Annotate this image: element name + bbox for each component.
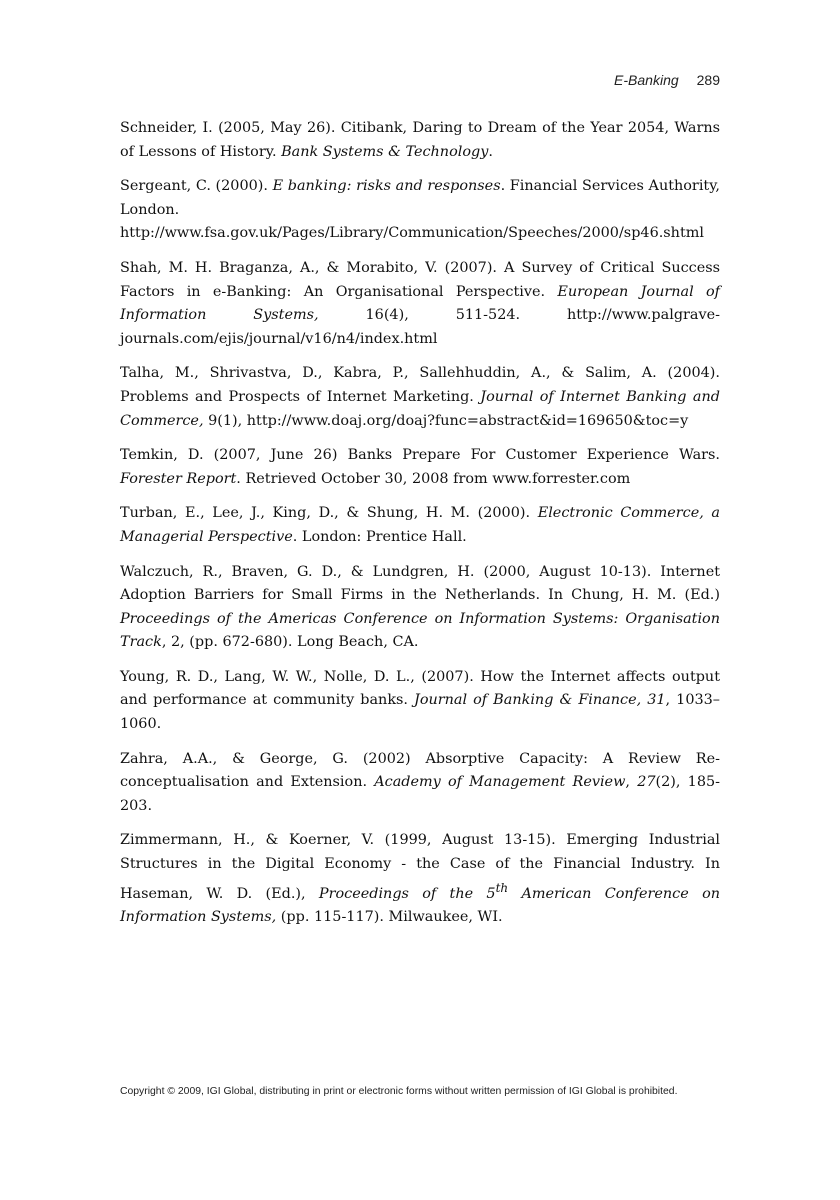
reference-entry: Walczuch, R., Braven, G. D., & Lundgren, H. (2000, August 10-13). Internet Adoption Barriers for Small Firms in the Netherlands. In Chung, H. M. (Ed.) Proceedings of the Americas Conference on Information Systems: Organisation Track, 2, (pp. 672-680). Long Beach, CA. [120, 563, 720, 651]
reference-entry: Temkin, D. (2007, June 26) Banks Prepare For Customer Experience Wars. Forester Report. Retrieved October 30, 2008 from www.forrester.com [120, 447, 720, 487]
running-title: E-Banking [614, 72, 679, 88]
reference-entry: Young, R. D., Lang, W. W., Nolle, D. L., (2007). How the Internet affects output and performance at community banks. Journal of Banking & Finance, 31, 1033–1060. [120, 668, 720, 733]
page-number: 289 [696, 72, 720, 88]
reference-entry: Shah, M. H. Braganza, A., & Morabito, V. (2007). A Survey of Critical Success Factors in e-Banking: An Organisational Perspective. European Journal of Information Systems, 16(4), 511-524. http://www.palgrave-journals.com/ejis/journal/v16/n4/index.html [120, 259, 720, 347]
reference-entry: Schneider, I. (2005, May 26). Citibank, Daring to Dream of the Year 2054, Warns of Lessons of History. Bank Systems & Technology. [120, 120, 720, 160]
reference-entry: Zimmermann, H., & Koerner, V. (1999, August 13-15). Emerging Industrial Structures in the Digital Economy - the Case of the Financial Industry. In Haseman, W. D. (Ed.), Proceedings of the 5th American Conference on Information Systems, (pp. 115-117). Milwaukee, WI. [120, 832, 721, 926]
reference-entry: Zahra, A.A., & George, G. (2002) Absorptive Capacity: A Review Re-conceptualisation and Extension. Academy of Management Review, 27(2), 185-203. [120, 750, 720, 814]
copyright-notice: Copyright © 2009, IGI Global, distributing in print or electronic forms without written permission of IGI Global is prohibited. [120, 1086, 678, 1097]
reference-entry: Turban, E., Lee, J., King, D., & Shung, H. M. (2000). Electronic Commerce, a Managerial Perspective. London: Prentice Hall. [120, 505, 721, 545]
reference-entry: Sergeant, C. (2000). E banking: risks and responses. Financial Services Authority, London. http://www.fsa.gov.uk/Pages/Library/Communication/Speeches/2000/sp46.shtml [120, 178, 720, 242]
reference-entry: Talha, M., Shrivastva, D., Kabra, P., Sallehhuddin, A., & Salim, A. (2004). Problems and Prospects of Internet Marketing. Journal of Internet Banking and Commerce, 9(1), http://www.doaj.org/doaj?func=abstract&id=169650&toc=y [120, 365, 720, 429]
reference-list [120, 117, 720, 941]
running-header [120, 72, 720, 92]
